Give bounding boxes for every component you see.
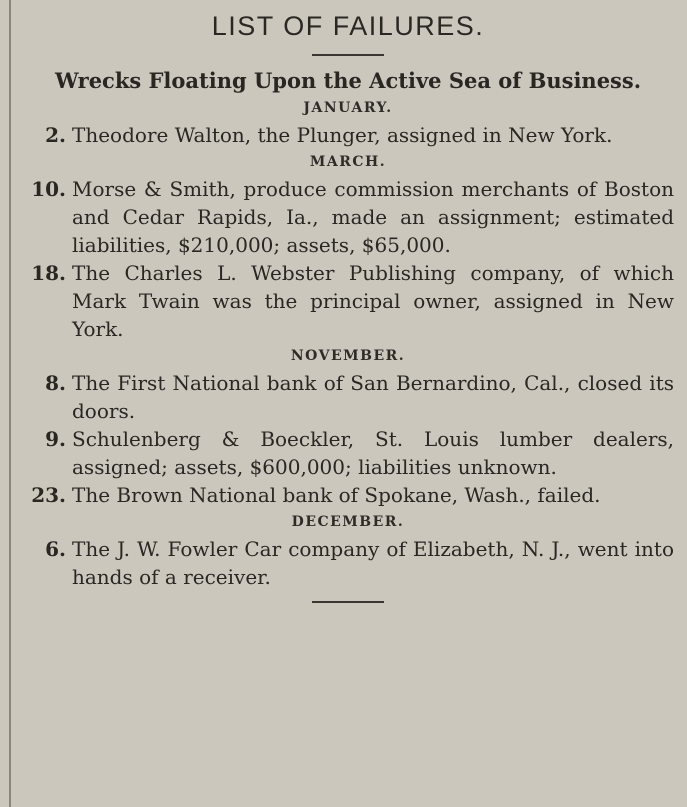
subheadline: Wrecks Floating Upon the Active Sea of Business.: [54, 68, 642, 93]
month-section-december: [22, 509, 674, 591]
headline: LIST OF FAILURES.: [211, 11, 485, 41]
entry-text: Morse & Smith, produce commission merchants of Boston and Cedar Rapids, Ia., made an assignment; estimated liabilities, $210,000; assets, $65,000.: [72, 177, 674, 257]
headline-rule: [312, 54, 384, 56]
month-section-january: [22, 95, 674, 149]
entry-day: 18.: [31, 261, 66, 285]
entry-text: The Brown National bank of Spokane, Wash., failed.: [72, 483, 601, 507]
list-item: [22, 481, 674, 509]
entry-day: 9.: [45, 427, 66, 451]
list-item: [22, 425, 674, 481]
entry-day: 10.: [31, 177, 66, 201]
end-rule: [312, 601, 384, 603]
entry-text: Theodore Walton, the Plunger, assigned in New York.: [72, 123, 613, 147]
list-item: [22, 259, 674, 343]
entry-text: The First National bank of San Bernardino, Cal., closed its doors.: [72, 371, 674, 423]
list-item: [22, 535, 674, 591]
entry-day: 23.: [31, 483, 66, 507]
month-section-march: [22, 149, 674, 343]
entry-day: 8.: [45, 371, 66, 395]
entry-day: 2.: [45, 123, 66, 147]
month-section-november: [22, 343, 674, 509]
entry-text: The J. W. Fowler Car company of Elizabeth, N. J., went into hands of a receiver.: [72, 537, 674, 589]
month-heading: DECEMBER.: [291, 514, 405, 530]
entry-text: The Charles L. Webster Publishing company, of which Mark Twain was the principal owner, assigned in New York.: [72, 261, 674, 341]
column-rule: [9, 0, 11, 807]
list-item: [22, 121, 674, 149]
month-heading: MARCH.: [309, 154, 387, 170]
entry-day: 6.: [45, 537, 66, 561]
month-heading: JANUARY.: [303, 100, 393, 116]
month-heading: NOVEMBER.: [290, 348, 406, 364]
list-item: [22, 369, 674, 425]
list-item: [22, 175, 674, 259]
entry-text: Schulenberg & Boeckler, St. Louis lumber dealers, assigned; assets, $600,000; liabilities unknown.: [72, 427, 674, 479]
article: [22, 0, 674, 603]
